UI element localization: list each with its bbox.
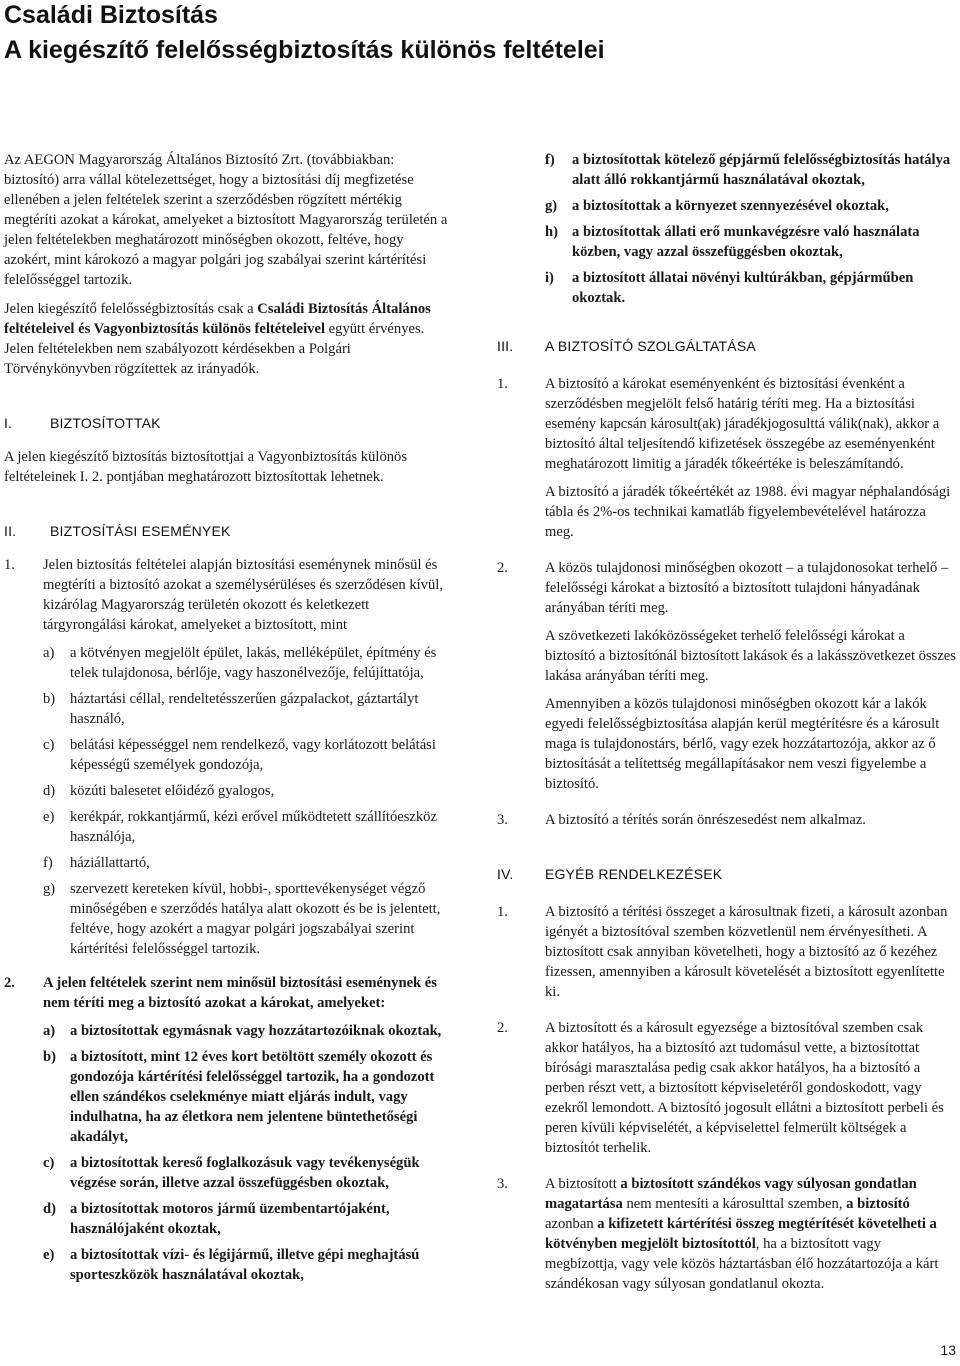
sub-item: c) belátási képességgel nem rendelkező, vagy korlátozott belátási képességű személyek gondozója, xyxy=(43,737,436,773)
sub-item: f) a biztosítottak kötelező gépjármű felelősségbiztosítás hatálya alatt álló rokkantjármű használatával okoztak, xyxy=(545,152,951,188)
document-subtitle: A kiegészítő felelősségbiztosítás különös feltételei xyxy=(4,36,605,64)
sub-item: b) a biztosított, mint 12 éves kort betöltött személy okozott és gondozója kártérítési felelősséggel tartozik, ha a gondozott ellen szándékos cselekménye miatt eljárás indult, vagy indulhatna, ha az életkora nem jelentene büntethetőségi akadályt, xyxy=(43,1049,435,1145)
intro-paragraph: Az AEGON Magyarország Általános Biztosító Zrt. (továbbiakban: biztosító) arra vállal kötelezettséget, hogy a biztosítási díj megfizetése ellenében a jelen feltételek szerint a szerződésben rögzített mértékig megtéríti azokat a károkat, amelyeket a biztosított Magyarország területén a jelen feltételekben meghatározott minőségben okozott, feltéve, hogy azokért, mint károkozó a magyar polgári jog szabályai szerint kártérítési felelősséggel tartozik. xyxy=(4,152,448,288)
intro-paragraph-2: Jelen kiegészítő felelősségbiztosítás csak a Családi Biztosítás Általános feltételeivel és Vagyonbiztosítás különös feltételeivel együtt érvényes. Jelen feltételekben nem szabályozott kérdésekben a Polgári Törvénykönyvben rögzítettek az irányadók. xyxy=(4,301,431,377)
numbered-item: 2. A közös tulajdonosi minőségben okozott – a tulajdonosokat terhelő – felelősségi károkat a biztosító a biztosított tulajdoni hányadának arányában téríti meg. xyxy=(497,560,949,616)
numbered-item: 3. A biztosított a biztosított szándékos vagy súlyosan gondatlan magatartása nem mentesíti a károsulttal szemben, a biztosító azonban a kifizetett kártérítési összeg megtérítését követelheti a kötvényben megjelölt biztosítottól, ha a biztosított vagy megbízottja, vagy vele közös háztartásban élő hozzátartozója a kárt szándékosan vagy súlyosan gondatlanul okozta. xyxy=(497,1176,939,1292)
sub-item: c) a biztosítottak kereső foglalkozásuk vagy tevékenységük végzése során, illetve azzal összefüggésben okoztak, xyxy=(43,1155,420,1191)
sub-item: e) kerékpár, rokkantjármű, kézi erővel működtetett szállítóeszköz használója, xyxy=(43,809,437,845)
sub-item: d) közúti balesetet előidéző gyalogos, xyxy=(43,783,275,799)
sub-item: b) háztartási céllal, rendeltetésszerűen gázpalackot, gáztartályt használó, xyxy=(43,691,419,727)
document-title: Családi Biztosítás xyxy=(4,1,218,29)
sub-item: e) a biztosítottak vízi- és légijármű, illetve gépi meghajtású sporteszközök használatával okoztak, xyxy=(43,1247,420,1283)
sub-item: g) a biztosítottak a környezet szennyezésével okoztak, xyxy=(545,198,889,214)
paragraph: A biztosító a járadék tőkeértékét az 1988. évi magyar néphalandósági tábla és 2%-os technikai kamatláb figyelembevételével határozza meg. xyxy=(545,484,951,540)
paragraph: Amennyiben a közös tulajdonosi minőségben okozott kár a lakók egyedi felelősségbiztosítása alapján kerül megtérítésre és a károsult maga is tulajdonostárs, bérlő, vagy ezek hozzátartozója, akkor az ő biztosítását a telítettség megállapításakor nem veszi figyelembe a biztosító. xyxy=(545,696,940,792)
left-column xyxy=(4,150,452,1285)
sub-item: h) a biztosítottak állati erő munkavégzésre való használata közben, vagy azzal összefüggésben okoztak, xyxy=(545,224,920,260)
numbered-item: 1. Jelen biztosítás feltételei alapján biztosítási eseménynek minősül és megtéríti a biztosító azokat a személysérüléses és szerződésen kívül, kizárólag Magyarország területén okozott és keletkezett tárgyrongálási károkat, amelyeket a biztosított, mint xyxy=(4,557,443,633)
page-number: 13 xyxy=(940,1342,956,1358)
sub-item: a) a kötvényen megjelölt épület, lakás, melléképület, építmény és telek tulajdonosa, bérlője, vagy haszonélvezője, felújíttatója, xyxy=(43,645,437,681)
section-heading: III. A BIZTOSÍTÓ SZOLGÁLTATÁSA xyxy=(497,338,756,354)
sub-list xyxy=(4,643,452,959)
numbered-item: 2. A biztosított és a károsult egyezsége a biztosítóval szemben csak akkor hatályos, ha a biztosító azt tudomásul vette, a biztosítottat bírósági marasztalása pedig csak akkor hatályos, ha a biztosító a perben részt vett, a biztosított képviseletéről gondoskodott, vagy ezekről lemondott. A biztosító jogosult ellátni a biztosított perbeli és peren kívüli képviselétét, a képviselettel felmerült költségek a biztosítót terhelik. xyxy=(497,1020,944,1156)
numbered-item: 3. A biztosító a térítés során önrészesedést nem alkalmaz. xyxy=(497,812,866,828)
right-column xyxy=(497,150,957,1294)
section-heading: II. BIZTOSÍTÁSI ESEMÉNYEK xyxy=(4,523,231,539)
sub-item: f) háziállattartó, xyxy=(43,855,150,871)
sub-item: a) a biztosítottak egymásnak vagy hozzátartozóiknak okoztak, xyxy=(43,1023,442,1039)
sub-item: g) szervezett kereteken kívül, hobbi-, sporttevékenységet végző minőségében e szerződés hatálya alatt okozott és be is jelentett, feltéve, hogy azokért a magyar polgári jogszabályai szerint kártérítési felelősséggel tartozik. xyxy=(43,881,441,957)
sub-item: i) a biztosított állatai növényi kultúrákban, gépjárműben okoztak. xyxy=(545,270,914,306)
section-heading: I. BIZTOSÍTOTTAK xyxy=(4,415,161,431)
numbered-item: 1. A biztosító a károkat eseményenként és biztosítási évenként a szerződésben megjelölt felső határig téríti meg. Ha a biztosítási esemény kapcsán károsult(ak) járadékjogosulttá válik(nak), akkor a biztosító által teljesítendő kifizetések összegébe az eseményenként meghatározott limitig a járadék tőkeértéke is beleszámítandó. xyxy=(497,376,940,472)
numbered-item: 2. A jelen feltételek szerint nem minősül biztosítási eseménynek és nem téríti meg a biztosító azokat a károkat, amelyeket: xyxy=(4,975,437,1011)
section-heading: IV. EGYÉB RENDELKEZÉSEK xyxy=(497,866,723,882)
sub-list-continued xyxy=(497,150,957,308)
section-text: A jelen kiegészítő biztosítás biztosítottjai a Vagyonbiztosítás különös feltételeinek I. 2. pontjában meghatározott biztosítottak lehetnek. xyxy=(4,449,408,485)
sub-list xyxy=(4,1021,452,1285)
paragraph: A szövetkezeti lakóközösségeket terhelő felelősségi károkat a biztosító a biztosítónál biztosított lakások és a lakásszövetkezet összes lakása arányában téríti meg. xyxy=(545,628,956,684)
numbered-item: 1. A biztosító a térítési összeget a károsultnak fizeti, a károsult azonban igényét a biztosítóval szemben közvetlenül nem érvényesítheti. A biztosított csak annyiban követelheti, hogy a biztosító az ő kezéhez fizessen, amennyiben a károsult követelését a biztosított egyenlítette ki. xyxy=(497,904,948,1000)
sub-item: d) a biztosítottak motoros jármű üzembentartójaként, használójaként okoztak, xyxy=(43,1201,390,1237)
